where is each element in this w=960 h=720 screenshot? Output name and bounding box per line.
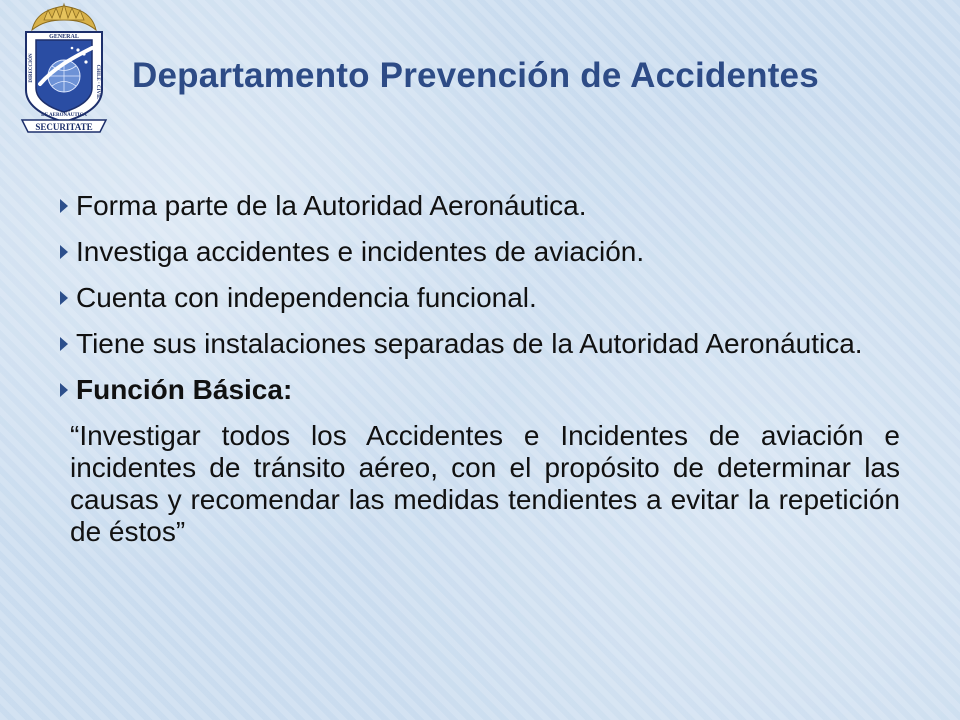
dgac-emblem-logo [14,2,114,136]
slide-content [60,190,900,548]
bullet-item [60,190,900,222]
basic-function-quote: “Investigar todos los Accidentes e Incidentes de aviación e incidentes de tránsito aéreo, con el propósito de determinar las causas y recomendar las medidas tendientes a evitar la repetición de éstos” [70,420,900,547]
bullet-text: Tiene sus instalaciones separadas de la Autoridad Aeronáutica. [76,328,863,359]
bullet-text: Función Básica: [76,374,293,405]
triangle-bullet-icon [60,337,68,351]
bullet-item [60,328,900,360]
logo-ring-bottom-text: DE AERONÁUTICA [41,113,87,118]
bullet-text: Investiga accidentes e incidentes de aviación. [76,236,645,267]
bullet-item [60,282,900,314]
bullet-text: Forma parte de la Autoridad Aeronáutica. [76,190,587,221]
bullet-item [60,374,900,406]
bullet-item [60,236,900,268]
slide-title: Departamento Prevención de Accidentes [132,56,819,95]
triangle-bullet-icon [60,245,68,259]
triangle-bullet-icon [60,291,68,305]
triangle-bullet-icon [60,199,68,213]
bullet-text: Cuenta con independencia funcional. [76,282,537,313]
logo-ring-top-text: GENERAL [49,34,79,40]
logo-banner-text: SECURITATE [35,122,93,132]
logo-ring-right-text: CHILE · CIVIL [95,64,100,100]
triangle-bullet-icon [60,383,68,397]
logo-ring-left-text: DIRECCIÓN [29,53,34,83]
